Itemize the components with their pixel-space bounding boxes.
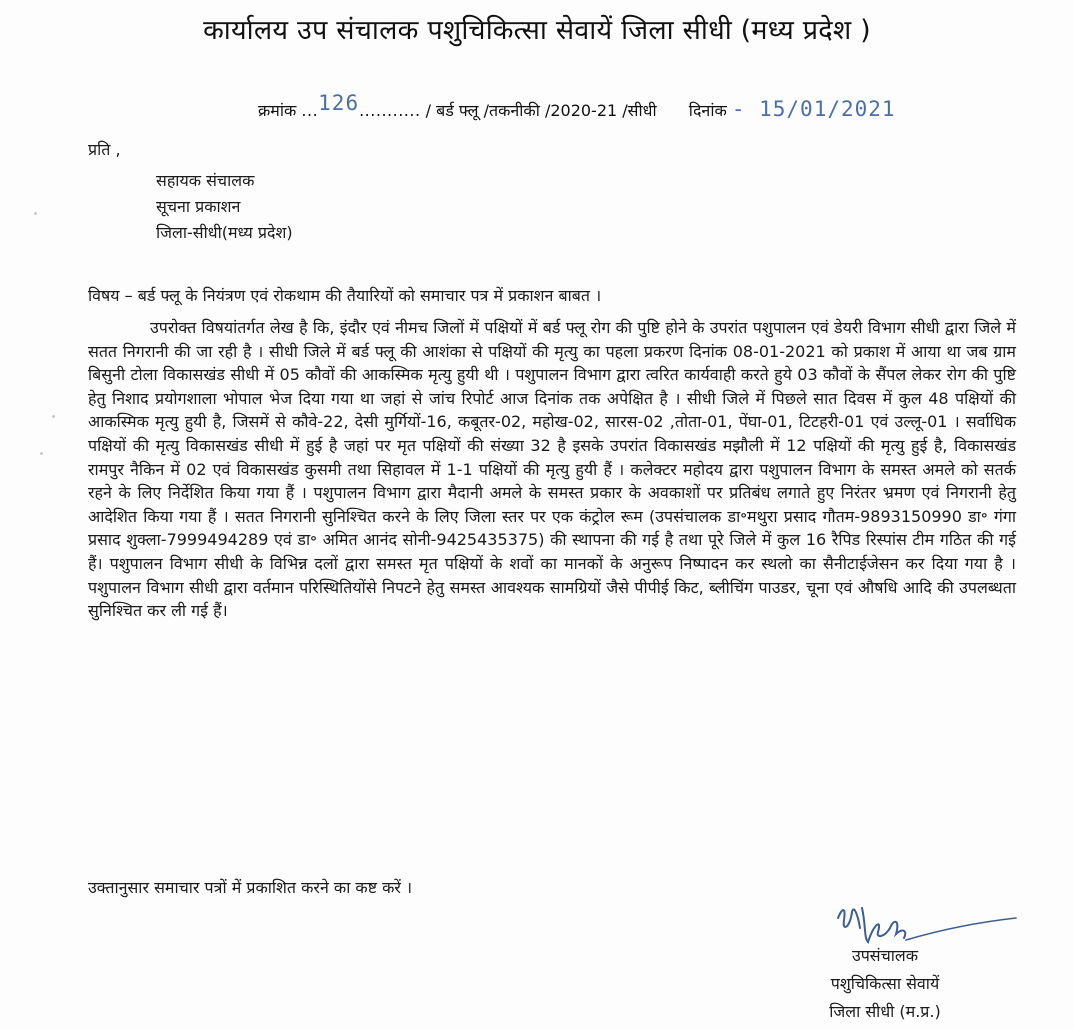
letterhead-title: कार्यालय उप संचालक पशुचिकित्सा सेवायें जिला सीधी (मध्य प्रदेश )	[203, 15, 871, 46]
reference-line	[258, 91, 896, 121]
kramank-label: क्रमांक	[258, 101, 297, 120]
reference-dots: ...	[301, 101, 319, 120]
recipient-address	[156, 168, 293, 246]
handwritten-reference-number: 126	[318, 91, 360, 115]
date-label: दिनांक	[688, 101, 727, 120]
subject-line: विषय – बर्ड फ्लू के नियंत्रण एवं रोकथाम की तैयारियों को समाचार पत्र में प्रकाशन बाबत ।	[88, 286, 602, 305]
recipient-line: सूचना प्रकाशन	[156, 197, 241, 216]
body-paragraph: उपरोक्त विषयांतर्गत लेख है कि, इंदौर एवं नीमच जिलों में पक्षियों में बर्ड फ्लू रोग की पुष्टि होने के उपरांत पशुपालन एवं डेयरी विभाग सीधी द्वारा जिले में सतत निगरानी की जा रही है । सीधी जिले में बर्ड फ्लू की आशंका से पक्षियों की मृत्यु का पहला प्रकरण दिनांक 08-01-2021 को प्रकाश में आया था जब ग्राम बिसुनी टोला विकासखंड सीधी में 05 कौवों की आकस्मिक मृत्यु हुयी थी । पशुपालन विभाग द्वारा त्वरित कार्यवाही करते हुये 03 कौवों के सैंपल लेकर रोग की पुष्टि हेतु निशाद प्रयोगशाला भोपाल भेज दिया गया था जहां से जांच रिपोर्ट आज दिनांक तक अपेक्षित है । सीधी जिले में पिछले सात दिवस में कुल 48 पक्षियों की आकस्मिक मृत्यु हुयी है, जिसमें से कौवे-22, देसी मुर्गियों-16, कबूतर-02, महोख-02, सारस-02 ,तोता-01, पेंघा-01, टिटहरी-01 एवं उल्लू-01 । सर्वाधिक पक्षियों की मृत्यु विकासखंड सीधी में हुई है जहां पर मृत पक्षियों की संख्या 32 है इसके उपरांत विकासखंड मझौली में 12 पक्षियों की मृत्यु हुई है, विकासखंड रामपुर नैकिन में 02 एवं विकासखंड कुसमी तथा सिहावल में 1-1 पक्षियों की मृत्यु हुयी हैं । कलेक्टर महोदय द्वारा पशुपालन विभाग के समस्त अमले को सतर्क रहने के लिए निर्देशित किया गया हैं । पशुपालन विभाग द्वारा मैदानी अमले के समस्त प्रकार के अवकाशों पर प्रतिबंध लगाते हुए निरंतर भ्रमण एवं निगरानी हेतु आदेशित किया गया हैं । सतत निगरानी सुनिश्चित करने के लिए जिला स्तर पर एक कंट्रोल रूम (उपसंचालक डा॰मथुरा प्रसाद गौतम-9893150990 डा॰ गंगा प्रसाद शुक्ला-7999494289 एवं डा॰ अमित आनंद सोनी-9425435375) की स्थापना की गई है तथा पूरे जिले में कुल 16 रैपिड रिस्पांस टीम गठित की गई हैं। पशुपालन विभाग सीधी के विभिन्न दलों द्वारा समस्त मृत पक्षियों के शवों का मानकों के अनुरूप निष्पादन कर स्थलो का सैनीटाईजेसन कर दिया गया है । पशुपालन विभाग सीधी द्वारा वर्तमान परिस्थितियोंसे निपटने हेतु समस्त आवश्यक सामग्रियों जैसे पीपीई किट, ब्लीचिंग पाउडर, चूना एवं औषधि आदि की उपलब्धता सुनिश्चित कर ली गई हैं।	[88, 318, 1016, 621]
handwritten-date: - 15/01/2021	[731, 97, 896, 121]
recipient-line: सहायक संचालक	[156, 171, 255, 190]
signatory-line: पशुचिकित्सा सेवायें	[830, 974, 940, 993]
signatory-line: उपसंचालक	[851, 946, 919, 965]
recipient-line: जिला-सीधी(मध्य प्रदेश)	[156, 223, 293, 242]
reference-dots: ...........	[359, 101, 421, 120]
signatory-line: जिला सीधी (म.प्र.)	[829, 1002, 941, 1021]
reference-path: / बर्ड फ्लू /तकनीकी /2020-21 /सीधी	[425, 101, 657, 120]
signatory-block	[790, 942, 980, 1026]
closing-line: उक्तानुसार समाचार पत्रों में प्रकाशित करने का कष्ट करें ।	[88, 878, 413, 897]
salutation-prati: प्रति ,	[88, 140, 121, 159]
scan-speck	[52, 415, 55, 418]
scan-speck	[34, 212, 37, 215]
scan-speck	[40, 452, 43, 455]
